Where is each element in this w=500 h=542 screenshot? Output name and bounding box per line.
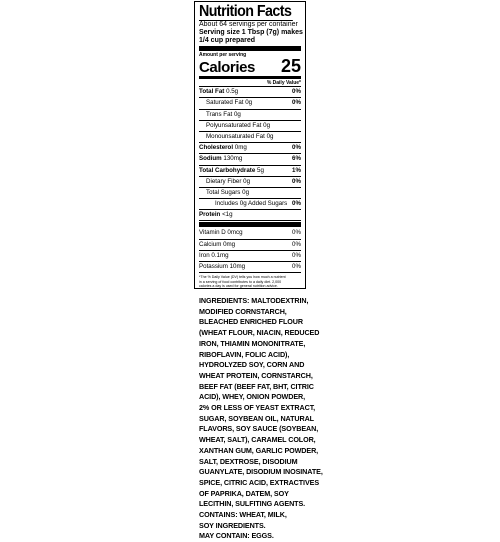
nutrient-row-dietary-fiber [199, 177, 301, 188]
vitamin-label: Calcium 0mg [199, 240, 236, 248]
vitamin-row-potassium [199, 262, 301, 273]
nutrient-label: Total Fat [199, 88, 225, 96]
vitamin-dv: 0% [292, 263, 301, 271]
footnote-line: in a serving of food contributes to a daily diet. 2,000 [199, 279, 282, 284]
medium-divider [199, 76, 301, 79]
nutrient-dv: 0% [292, 200, 301, 208]
nutrition-facts-title: Nutrition Facts [199, 3, 292, 20]
nutrient-dv: 0% [292, 144, 301, 152]
footnote-line: calories a day is used for general nutrition advice. [199, 284, 278, 289]
calories-label: Calories [199, 59, 255, 77]
nutrient-amount: 0g [263, 121, 271, 129]
ingredients-line: HYDROLYZED SOY, CORN AND [199, 360, 305, 370]
calories-row [199, 58, 301, 75]
nutrient-row-added-sugars [199, 199, 301, 210]
nutrient-amount: 130mg [223, 155, 243, 163]
nutrient-amount: 0.5g [226, 88, 239, 96]
nutrient-row-monounsaturated-fat [199, 132, 301, 143]
ingredients-line: BLEACHED ENRICHED FLOUR [199, 317, 303, 327]
ingredients-line: IRON, THIAMIN MONONITRATE, [199, 338, 306, 348]
vitamin-dv: 0% [292, 229, 301, 237]
ingredients-line: SALT, DEXTROSE, DISODIUM [199, 456, 298, 466]
ingredients-line: WHEAT PROTEIN, CORNSTARCH, [199, 370, 313, 380]
footnote-line: *The % Daily Value (DV) tells you how much a nutrient [199, 275, 286, 280]
nutrient-row-protein [199, 210, 301, 221]
nutrient-label: Includes 0g Added Sugars [215, 200, 288, 208]
vitamin-label: Vitamin D 0mcg [199, 229, 243, 237]
nutrient-amount: 0mg [234, 144, 247, 152]
vitamin-row-vitamin-d [199, 228, 301, 239]
nutrient-row-polyunsaturated-fat [199, 121, 301, 132]
nutrient-row-total-sugars [199, 188, 301, 199]
allergen-contains-line: SOY INGREDIENTS. [199, 520, 266, 530]
nutrient-row-trans-fat [199, 110, 301, 121]
ingredients-line: LECITHIN, SULFITING AGENTS. [199, 499, 306, 509]
nutrient-dv: 0% [292, 99, 301, 107]
nutrient-amount: 0g [243, 177, 251, 185]
nutrient-label: Dietary Fiber [206, 177, 242, 185]
nutrient-row-sodium [199, 154, 301, 165]
vitamin-dv: 0% [292, 251, 301, 259]
ingredients-line: FLAVORS, SOY SAUCE (SOYBEAN, [199, 424, 319, 434]
vitamin-row-calcium [199, 240, 301, 251]
ingredients-line: WHEAT, SALT), CARAMEL COLOR, [199, 435, 316, 445]
ingredients-line: 2% OR LESS OF YEAST EXTRACT, [199, 403, 316, 413]
nutrient-row-total-fat [199, 87, 301, 98]
vitamin-label: Iron 0.1mg [199, 251, 229, 259]
ingredients-line: BEEF FAT (BEEF FAT, BHT, CITRIC [199, 381, 314, 391]
nutrient-dv: 6% [292, 155, 301, 163]
serving-size-line-2: 1/4 cup prepared [199, 37, 256, 45]
ingredients-line: SUGAR, SOYBEAN OIL, NATURAL [199, 413, 314, 423]
servings-per-container: About 64 servings per container [199, 21, 298, 28]
nutrient-row-cholesterol [199, 143, 301, 154]
nutrient-row-saturated-fat [199, 98, 301, 109]
nutrient-amount: 0g [233, 110, 241, 118]
ingredients-line: XANTHAN GUM, GARLIC POWDER, [199, 445, 319, 455]
calories-value: 25 [280, 56, 301, 77]
daily-value-footnote [199, 273, 301, 288]
nutrient-amount: 0g [242, 188, 250, 196]
nutrient-label: Monounsaturated Fat [206, 132, 265, 140]
nutrient-amount: 5g [257, 166, 264, 174]
vitamin-label: Potassium 10mg [199, 263, 246, 271]
nutrient-label: Sodium [199, 155, 222, 163]
nutrient-label: Total Sugars [206, 188, 241, 196]
ingredients-line: OF PAPRIKA, DATEM, SOY [199, 488, 289, 498]
nutrient-dv: 0% [292, 177, 301, 185]
vitamin-row-iron [199, 251, 301, 262]
nutrient-label: Saturated Fat [206, 99, 244, 107]
nutrient-amount: 0g [266, 132, 274, 140]
ingredients-line: ACID), WHEY, ONION POWDER, [199, 392, 306, 402]
nutrient-amount: <1g [222, 211, 233, 219]
ingredients-statement [199, 296, 323, 542]
ingredients-line: RIBOFLAVIN, FOLIC ACID), [199, 349, 290, 359]
ingredients-line: MODIFIED CORNSTARCH, [199, 306, 287, 316]
ingredients-line: INGREDIENTS: MALTODEXTRIN, [199, 296, 309, 305]
nutrient-label: Cholesterol [199, 144, 234, 152]
ingredients-line: SPICE, CITRIC ACID, EXTRACTIVES [199, 477, 320, 487]
nutrient-amount: 0g [245, 99, 253, 107]
ingredients-line: (WHEAT FLOUR, NIACIN, REDUCED [199, 328, 320, 338]
nutrient-dv: 1% [292, 166, 301, 174]
allergen-contains-line: CONTAINS: WHEAT, MILK, [199, 510, 287, 520]
amount-per-serving: Amount per serving [199, 52, 247, 59]
ingredients-line: GUANYLATE, DISODIUM INOSINATE, [199, 467, 323, 477]
nutrient-dv: 0% [292, 88, 301, 96]
thick-divider [199, 46, 301, 51]
nutrient-label: Protein [199, 211, 221, 219]
serving-size-line-1: Serving size 1 Tbsp (7g) makes [199, 29, 303, 37]
nutrient-label: Total Carbohydrate [199, 166, 256, 174]
allergen-may-contain-line: MAY CONTAIN: EGGS. [199, 531, 274, 541]
nutrient-row-total-carbohydrate [199, 166, 301, 177]
nutrient-label: Polyunsaturated Fat [206, 121, 262, 129]
daily-value-header: % Daily Value* [199, 80, 301, 87]
nutrient-label: Trans Fat [206, 110, 233, 118]
vitamin-dv: 0% [292, 240, 301, 248]
nutrition-facts-panel [194, 1, 306, 289]
thick-divider [199, 222, 301, 227]
